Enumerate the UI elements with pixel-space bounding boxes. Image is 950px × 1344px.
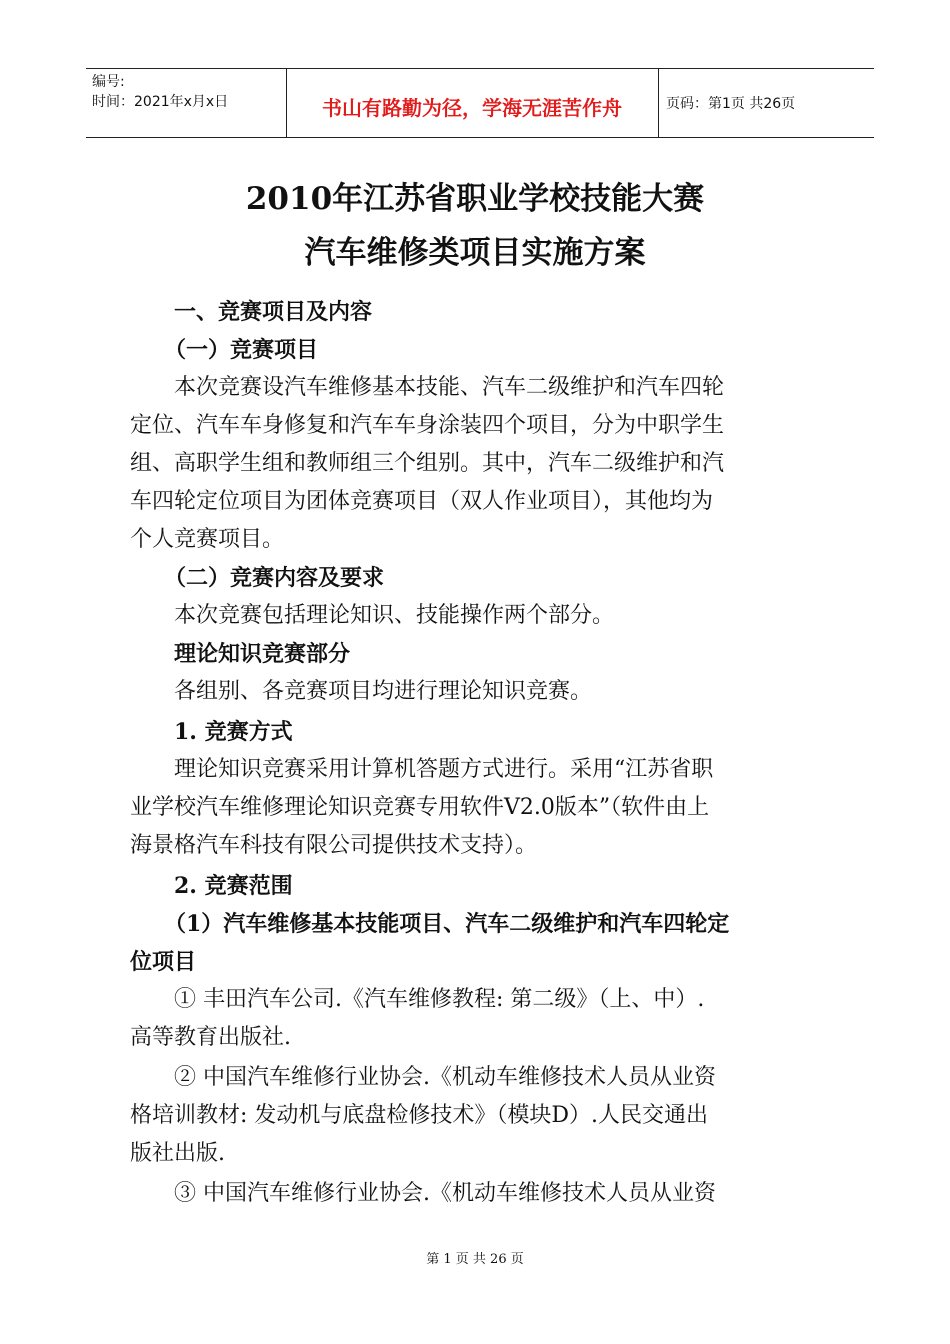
header-motto-cell (286, 69, 659, 137)
heading-competition-items: （一）竞赛项目 (164, 337, 319, 363)
heading-scope: 2. 竞赛范围 (174, 873, 293, 899)
paragraph-line: 车四轮定位项目为团体竞赛项目（双人作业项目），其他均为 (130, 489, 714, 514)
paragraph-line: 组、高职学生组和教师组三个组别。其中，汽车二级维护和汽 (130, 451, 725, 476)
reference-line: 高等教育出版社. (130, 1025, 291, 1050)
page-footer: 第 1 页 共 26 页 (426, 1252, 524, 1267)
paragraph-line: 理论知识竞赛采用计算机答题方式进行。采用“江苏省职 (174, 757, 714, 782)
paragraph-line: 个人竞赛项目。 (130, 527, 285, 552)
reference-line: 格培训教材: 发动机与底盘检修技术》（模块D）.人民交通出 (130, 1103, 709, 1128)
header-meta-cell (86, 69, 287, 137)
motto: 书山有路勤为径，学海无涯苦作舟 (322, 96, 622, 120)
heading-section-1: 一、竞赛项目及内容 (174, 299, 373, 325)
paragraph-line: 本次竞赛设汽车维修基本技能、汽车二级维护和汽车四轮 (174, 375, 725, 400)
page-label: 页码：第1页 共26页 (666, 96, 796, 112)
reference-line: ② 中国汽车维修行业协会.《机动车维修技术人员从业资 (174, 1065, 716, 1090)
paragraph-line: 本次竞赛包括理论知识、技能操作两个部分。 (174, 603, 615, 628)
document-header (86, 68, 874, 138)
title-line-1: 2010年江苏省职业学校技能大赛 (245, 181, 705, 217)
paragraph-line: 海景格汽车科技有限公司提供技术支持）。 (130, 833, 538, 858)
paragraph-line: 各组别、各竞赛项目均进行理论知识竞赛。 (174, 679, 593, 704)
reference-line: 版社出版. (130, 1141, 225, 1166)
heading-scope-item-1: （1）汽车维修基本技能项目、汽车二级维护和汽车四轮定 (164, 911, 730, 937)
number-label: 编号: (92, 74, 125, 90)
reference-line: ③ 中国汽车维修行业协会.《机动车维修技术人员从业资 (174, 1181, 716, 1206)
reference-line: ① 丰田汽车公司.《汽车维修教程: 第二级》（上、中）. (174, 987, 705, 1012)
heading-competition-content: （二）竞赛内容及要求 (164, 565, 385, 591)
heading-method: 1. 竞赛方式 (174, 719, 293, 745)
header-page-cell (658, 69, 874, 137)
heading-scope-item-1-cont: 位项目 (130, 949, 197, 975)
title-line-2: 汽车维修类项目实施方案 (304, 235, 646, 271)
paragraph-line: 业学校汽车维修理论知识竞赛专用软件V2.0版本”（软件由上 (130, 795, 710, 820)
paragraph-line: 定位、汽车车身修复和汽车车身涂装四个项目，分为中职学生 (130, 413, 725, 438)
heading-theory-section: 理论知识竞赛部分 (174, 641, 351, 667)
time-label: 时间：2021年x月x日 (92, 94, 229, 110)
